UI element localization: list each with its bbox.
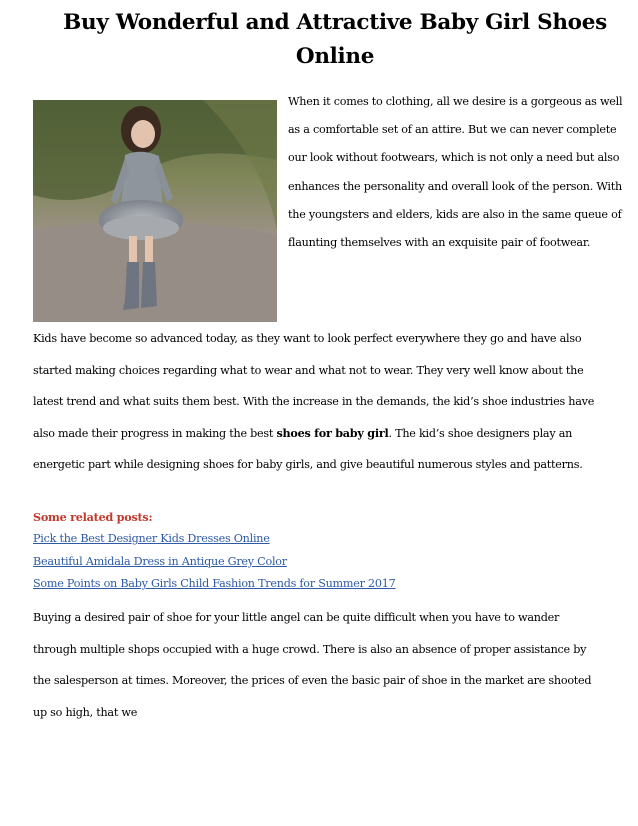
- page-title: Buy Wonderful and Attractive Baby Girl Shoes Online: [63, 10, 607, 69]
- related-link-amidala-dress[interactable]: Beautiful Amidala Dress in Antique Grey Color: [33, 554, 287, 568]
- related-link-designer-dresses[interactable]: Pick the Best Designer Kids Dresses Online: [33, 532, 270, 546]
- body-paragraph-2: Buying a desired pair of shoe for your little angel can be quite difficult when you have to wander through multiple shops occupied with a huge crowd. There is also an absence of proper assistance by the salesperson at times. Moreover, the prices of even the basic pair of shoe in the market are shooted up so high, that we: [33, 611, 592, 719]
- girl-in-grey-dress-photo: [33, 100, 277, 322]
- intro-paragraph: When it comes to clothing, all we desire is a gorgeous as well as a comfortable set of an attire. But we can never complete our look without footwears, which is not only a need but also enhances the personality and overall look of the person. With the youngsters and elders, kids are also in the same queue of flaunting themselves with an exquisite pair of footwear.: [288, 95, 623, 250]
- paragraph-text: Kids have become so advanced today, as they want to look perfect everywhere they go and have also started making choices regarding what to wear and what not to wear. They very well know about the latest trend and what suits them best. With the increase in the demands, the kid’s shoe industries have also made their progress in making the best: [33, 332, 595, 440]
- related-posts-heading: Some related posts:: [33, 510, 153, 524]
- paragraph-text: . The kid’s shoe designers play an energetic part while designing shoes for baby girls, and give beautiful numerous styles and patterns.: [33, 426, 583, 471]
- body-paragraph-1: [33, 323, 605, 481]
- related-posts: [33, 506, 605, 596]
- bold-keyword: shoes for baby girl: [276, 425, 389, 440]
- related-link-fashion-trends[interactable]: Some Points on Baby Girls Child Fashion Trends for Summer 2017: [33, 577, 396, 591]
